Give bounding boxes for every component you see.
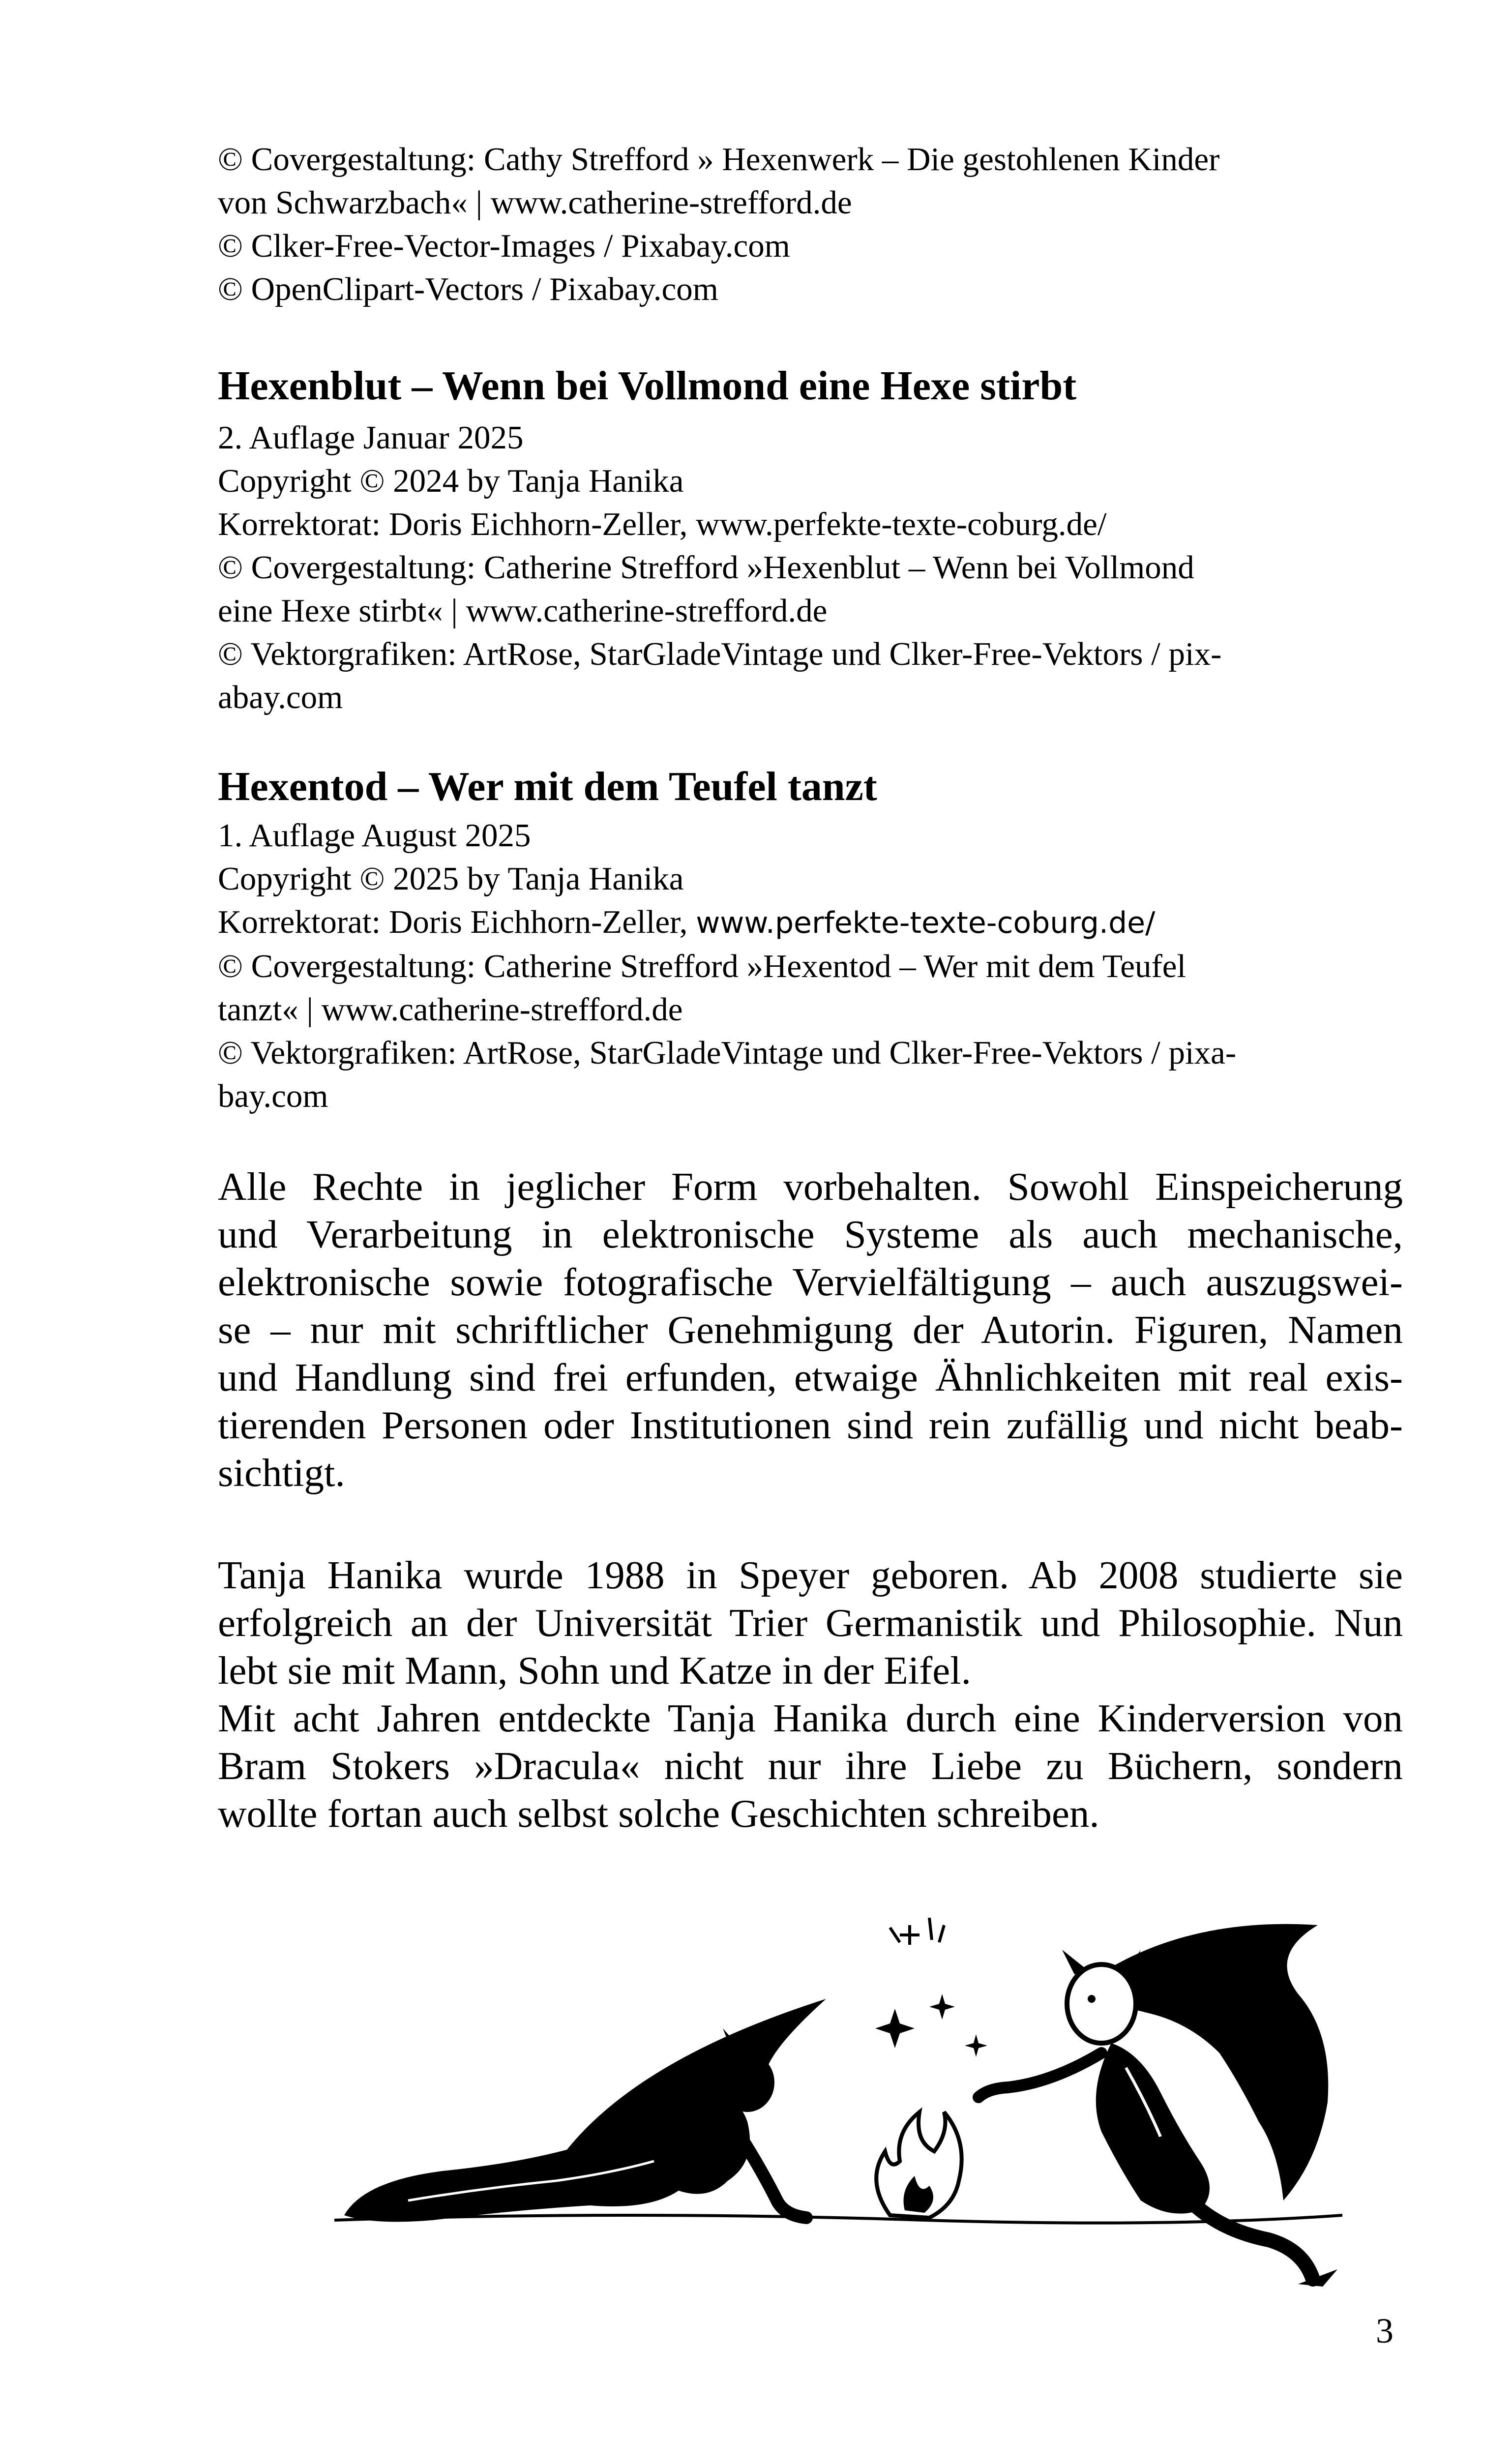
- credit-line: © Clker-Free-Vector-Images / Pixabay.com: [218, 228, 790, 264]
- proof-url: www.perfekte-texte-coburg.de/: [696, 906, 1156, 940]
- page-number: 3: [1376, 2311, 1393, 2350]
- book1-line: 2. Auflage Januar 2025: [218, 419, 524, 456]
- book2-copyright: Copyright © 2025 by Tanja Hanika: [218, 861, 684, 897]
- rights-line: tierenden Personen oder Institutionen sind rein zufällig und nicht beab-: [218, 1403, 1403, 1447]
- rights-line: und Handlung sind frei erfunden, etwaige Ähnlichkeiten mit real exis-: [218, 1355, 1403, 1399]
- bio-line: lebt sie mit Mann, Sohn und Katze in der Eifel.: [218, 1648, 971, 1693]
- credit-line: von Schwarzbach« | www.catherine-strefford.de: [218, 184, 852, 221]
- bio-line: Tanja Hanika wurde 1988 in Speyer geboren. Ab 2008 studierte sie: [218, 1553, 1403, 1597]
- book2-line: © Covergestaltung: Catherine Strefford »Hexentod – Wer mit dem Teufel: [218, 948, 1186, 984]
- book1-title: Hexenblut – Wenn bei Vollmond eine Hexe stirbt: [218, 363, 1077, 409]
- rights-line: se – nur mit schriftlicher Genehmigung der Autorin. Figuren, Namen: [218, 1308, 1403, 1352]
- book1-line: abay.com: [218, 679, 343, 715]
- rights-line: und Verarbeitung in elektronische Systeme als auch mechanische,: [218, 1212, 1403, 1256]
- book2-line: © Vektorgrafiken: ArtRose, StarGladeVintage und Clker-Free-Vektors / pixa-: [218, 1035, 1237, 1071]
- two-devils-fire-illustration: [334, 1905, 1406, 2289]
- book2-title: Hexentod – Wer mit dem Teufel tanzt: [218, 764, 877, 809]
- bio-line: Mit acht Jahren entdeckte Tanja Hanika durch eine Kinderversion von: [218, 1696, 1403, 1740]
- book1-line: © Covergestaltung: Catherine Strefford »Hexenblut – Wenn bei Vollmond: [218, 549, 1194, 586]
- rights-line: sichtigt.: [218, 1451, 345, 1495]
- bio-line: wollte fortan auch selbst solche Geschichten schreiben.: [218, 1791, 1099, 1836]
- book1-line: Copyright © 2024 by Tanja Hanika: [218, 463, 684, 499]
- book1-line: eine Hexe stirbt« | www.catherine-strefford.de: [218, 593, 828, 629]
- rights-paragraph: [218, 1163, 1403, 1497]
- book2-line: bay.com: [218, 1078, 328, 1114]
- rights-line: Alle Rechte in jeglicher Form vorbehalten. Sowohl Einspeicherung: [218, 1164, 1403, 1209]
- book2-edition: 1. Auflage August 2025: [218, 817, 531, 854]
- bio-paragraph: [218, 1551, 1403, 1838]
- book1-section: [218, 359, 1403, 719]
- book1-line: © Vektorgrafiken: ArtRose, StarGladeVintage und Clker-Free-Vektors / pix-: [218, 636, 1222, 672]
- credit-line: © OpenClipart-Vectors / Pixabay.com: [218, 271, 718, 307]
- book2-section: [218, 760, 1403, 1118]
- book1-line: Korrektorat: Doris Eichhorn-Zeller, www.perfekte-texte-coburg.de/: [218, 506, 1107, 542]
- credit-line: © Covergestaltung: Cathy Strefford » Hexenwerk – Die gestohlenen Kinder: [218, 141, 1220, 178]
- book2-proofreading: [218, 900, 1403, 945]
- rights-line: elektronische sowie fotografische Vervielfältigung – auch auszugswei-: [218, 1260, 1403, 1304]
- top-credits: [218, 138, 1403, 311]
- proof-prefix: Korrektorat: Doris Eichhorn-Zeller,: [218, 904, 696, 940]
- bio-line: erfolgreich an der Universität Trier Germanistik und Philosophie. Nun: [218, 1601, 1403, 1645]
- book2-line: tanzt« | www.catherine-strefford.de: [218, 991, 683, 1028]
- bio-line: Bram Stokers »Dracula« nicht nur ihre Liebe zu Büchern, sondern: [218, 1744, 1403, 1788]
